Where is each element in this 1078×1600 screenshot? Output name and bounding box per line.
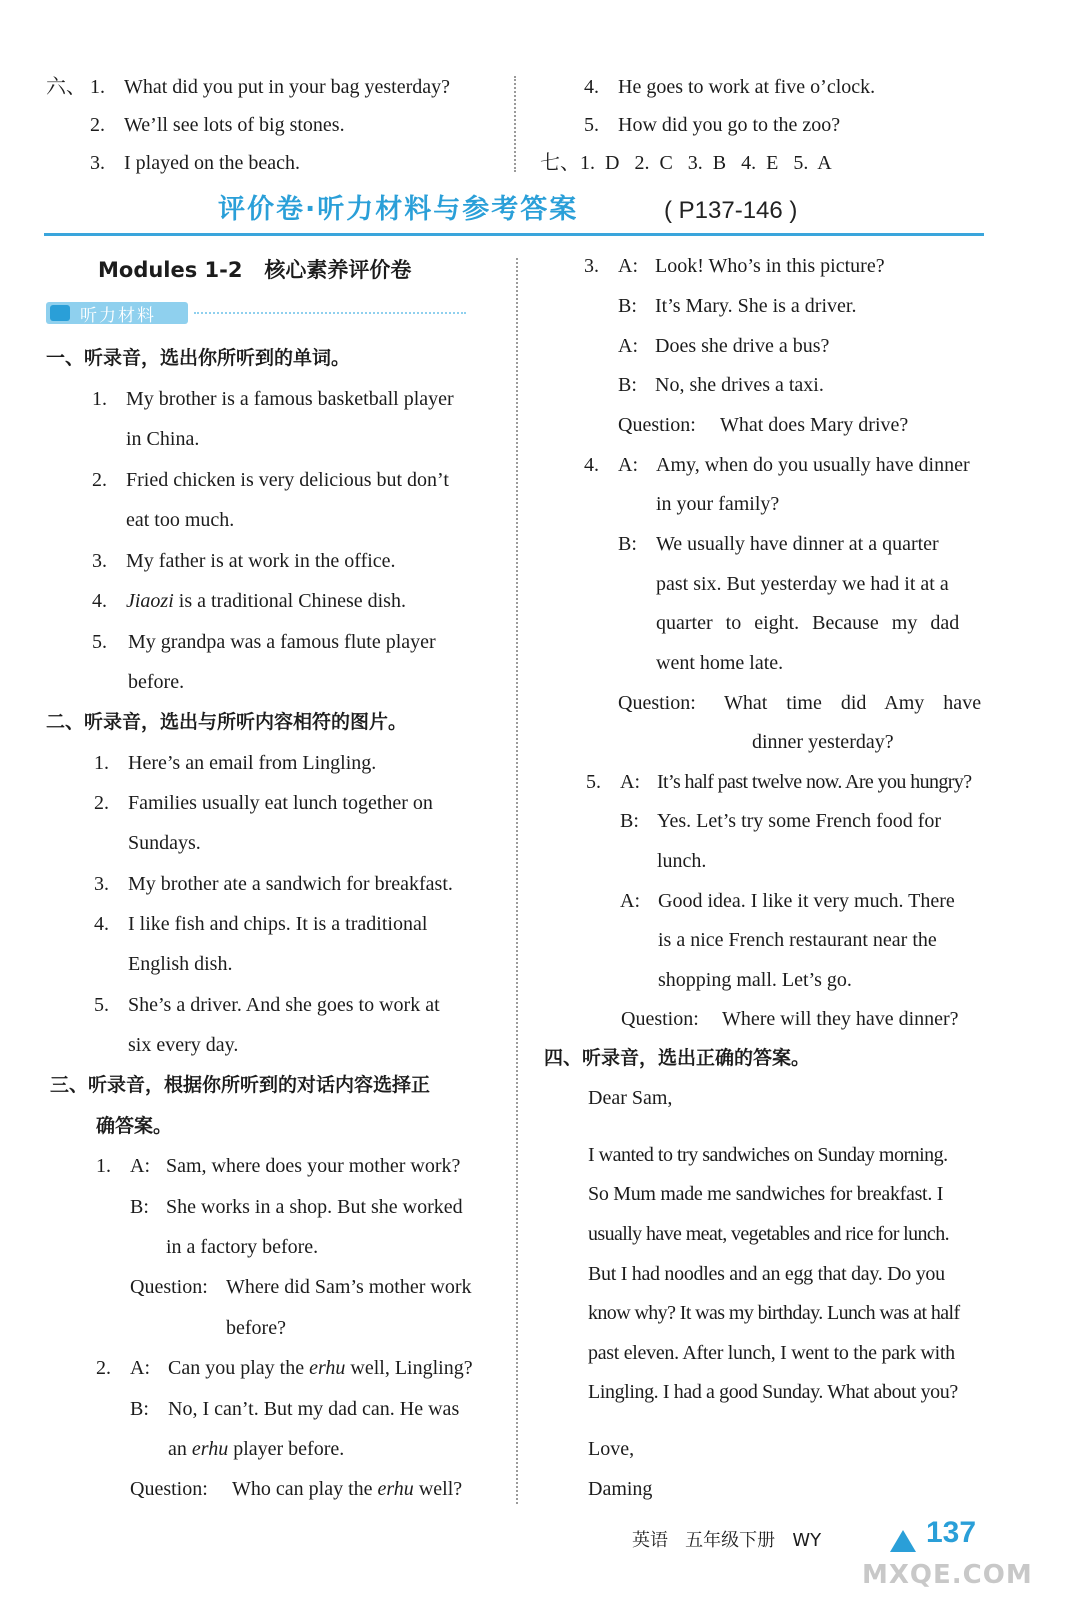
dialogue-line: She works in a shop. But she worked [166, 1196, 463, 1218]
dialogue-line: quarter to eight. Because my dad [656, 612, 960, 634]
speaker-label: A: [620, 771, 640, 793]
item-text: He goes to work at five o’clock. [618, 76, 876, 98]
question-label: Question: [621, 1008, 699, 1030]
item-text: What did you put in your bag yesterday? [124, 76, 451, 98]
dialogue-line: Sam, where does your mother work? [166, 1155, 461, 1177]
page-decoration-icon [888, 1528, 918, 1554]
footer-subject: 英语 五年级下册 WY [632, 1530, 822, 1551]
item-text: I played on the beach. [124, 152, 301, 174]
section-1-heading: 一、听录音，选出你所听到的单词。 [46, 347, 351, 369]
dialogue-number: 1. [96, 1155, 111, 1177]
page-number: 137 [926, 1516, 977, 1549]
italic-term: Jiaozi [126, 590, 174, 612]
letter-closing: Love, [588, 1438, 635, 1460]
dialogue-line: Good idea. I like it very much. There [658, 890, 955, 912]
question-text: Where did Sam’s mother work [226, 1276, 472, 1298]
dialogue-number: 3. [584, 255, 599, 277]
item-line: I like fish and chips. It is a traditional [128, 913, 428, 935]
text-run: an [168, 1438, 192, 1460]
italic-term: erhu [309, 1357, 346, 1379]
letter-line: But I had noodles and an egg that day. Do you [588, 1263, 945, 1285]
item-text: We’ll see lots of big stones. [124, 114, 345, 136]
watermark-text: MXQE.COM [862, 1560, 1033, 1590]
dialogue-line: Does she drive a bus? [655, 335, 830, 357]
item-line: six every day. [128, 1034, 239, 1056]
section-3-heading-cont: 确答案。 [96, 1115, 173, 1137]
question-label: Question: [618, 692, 696, 714]
dialogue-line: We usually have dinner at a quarter [656, 533, 939, 555]
item-number: 2. [94, 792, 109, 814]
item-line [126, 589, 406, 613]
section-2-heading: 二、听录音，选出与所听内容相符的图片。 [46, 711, 408, 733]
letter-line: know why? It was my birthday. Lunch was at half [588, 1302, 960, 1324]
speaker-label: A: [618, 454, 638, 476]
dialogue-number: 2. [96, 1357, 111, 1379]
speaker-label: A: [620, 890, 640, 912]
letter-line: past eleven. After lunch, I went to the park with [588, 1342, 955, 1364]
tag-label: 听力材料 [80, 306, 156, 326]
dialogue-line: It’s half past twelve now. Are you hungry? [657, 771, 972, 793]
text-run: well? [413, 1478, 463, 1500]
dialogue-number: 5. [586, 771, 601, 793]
question-label: Question: [130, 1478, 208, 1500]
dialogue-line: shopping mall. Let’s go. [658, 969, 852, 991]
item-line: My grandpa was a famous flute player [128, 631, 436, 653]
headphone-icon [50, 305, 70, 321]
speaker-label: B: [618, 374, 637, 396]
module-title: Modules 1-2 核心素养评价卷 [98, 258, 412, 282]
dialogue-line: No, she drives a taxi. [655, 374, 824, 396]
item-number: 1. [94, 752, 109, 774]
letter-greeting: Dear Sam, [588, 1087, 673, 1109]
speaker-label: B: [618, 295, 637, 317]
speaker-label: A: [618, 335, 638, 357]
speaker-label: B: [620, 810, 639, 832]
speaker-label: B: [130, 1196, 149, 1218]
letter-line: I wanted to try sandwiches on Sunday morning. [588, 1144, 948, 1166]
text-run: player before. [228, 1438, 345, 1460]
item-line: eat too much. [126, 509, 235, 531]
text-run: Can you play the [168, 1357, 310, 1379]
item-line: My brother is a famous basketball player [126, 388, 454, 410]
letter-line: Lingling. I had a good Sunday. What about you? [588, 1381, 958, 1403]
dialogue-line: Look! Who’s in this picture? [655, 255, 885, 277]
question-text: What time did Amy have [724, 692, 982, 714]
item-text: How did you go to the zoo? [618, 114, 841, 136]
banner-title: 评价卷·听力材料与参考答案 [218, 194, 579, 225]
item-number: 5. [584, 114, 599, 136]
tag-dotted-line [194, 312, 466, 314]
speaker-label: A: [130, 1155, 150, 1177]
section-3-heading: 三、听录音，根据你所听到的对话内容选择正 [50, 1074, 431, 1096]
text-run: Who can play the [232, 1478, 378, 1500]
speaker-label: B: [130, 1398, 149, 1420]
letter-line: usually have meat, vegetables and rice for lunch. [588, 1223, 950, 1245]
speaker-label: A: [618, 255, 638, 277]
dialogue-line: in your family? [656, 493, 780, 515]
letter-signature: Daming [588, 1478, 653, 1500]
section-4-heading: 四、听录音，选出正确的答案。 [544, 1047, 811, 1069]
dialogue-line: past six. But yesterday we had it at a [656, 573, 949, 595]
item-line-rest: is a traditional Chinese dish. [173, 590, 406, 612]
section-6-marker: 六、 [46, 76, 86, 98]
item-number: 1. [92, 388, 107, 410]
dialogue-line: It’s Mary. She is a driver. [655, 295, 857, 317]
speaker-label: B: [618, 533, 637, 555]
item-number: 2. [90, 114, 105, 136]
dialogue-line: lunch. [657, 850, 707, 872]
question-text: before? [226, 1317, 286, 1339]
text-run: well, Lingling? [345, 1357, 473, 1379]
letter-line: So Mum made me sandwiches for breakfast. I [588, 1183, 944, 1205]
item-line: My brother ate a sandwich for breakfast. [128, 873, 453, 895]
item-line: Sundays. [128, 832, 201, 854]
banner-page-range: ( P137-146 ) [664, 197, 798, 224]
item-number: 3. [90, 152, 105, 174]
dialogue-line: Amy, when do you usually have dinner [656, 454, 970, 476]
item-number: 1. [90, 76, 105, 98]
item-number: 2. [92, 469, 107, 491]
item-number: 4. [94, 913, 109, 935]
question-text: dinner yesterday? [752, 731, 894, 753]
italic-term: erhu [191, 1438, 229, 1460]
section-7-answers: 七、1. D 2. C 3. B 4. E 5. A [540, 152, 832, 174]
question-label: Question: [130, 1276, 208, 1298]
dialogue-line: went home late. [656, 652, 784, 674]
item-line: My father is at work in the office. [126, 550, 396, 572]
item-line: Here’s an email from Lingling. [128, 752, 377, 774]
dialogue-line [168, 1356, 473, 1380]
question-text: What does Mary drive? [720, 414, 909, 436]
item-number: 5. [94, 994, 109, 1016]
question-text: Where will they have dinner? [722, 1008, 959, 1030]
column-divider-top [514, 76, 516, 172]
question-text [232, 1477, 462, 1501]
item-number: 3. [94, 873, 109, 895]
item-number: 5. [92, 631, 107, 653]
dialogue-line: Yes. Let’s try some French food for [657, 810, 942, 832]
banner-rule [44, 233, 984, 236]
item-line: in China. [126, 428, 200, 450]
listening-material-tag [46, 302, 188, 324]
column-divider-main [516, 258, 518, 1504]
item-line: English dish. [128, 953, 233, 975]
dialogue-line: in a factory before. [166, 1236, 319, 1258]
question-label: Question: [618, 414, 696, 436]
dialogue-line: No, I can’t. But my dad can. He was [168, 1398, 460, 1420]
speaker-label: A: [130, 1357, 150, 1379]
dialogue-number: 4. [584, 454, 599, 476]
dialogue-line [168, 1437, 344, 1461]
item-line: Fried chicken is very delicious but don’t [126, 469, 449, 491]
item-number: 3. [92, 550, 107, 572]
item-number: 4. [584, 76, 599, 98]
item-number: 4. [92, 590, 107, 612]
item-line: She’s a driver. And she goes to work at [128, 994, 440, 1016]
item-line: before. [128, 671, 185, 693]
italic-term: erhu [377, 1478, 414, 1500]
dialogue-line: is a nice French restaurant near the [658, 929, 937, 951]
item-line: Families usually eat lunch together on [128, 792, 433, 814]
